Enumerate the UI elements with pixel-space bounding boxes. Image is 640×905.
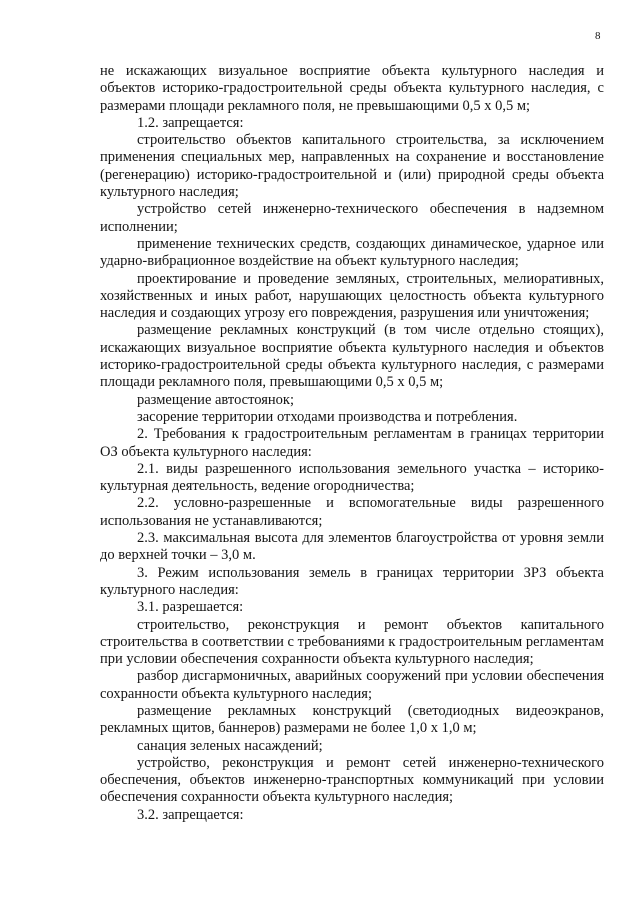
paragraph: устройство сетей инженерно-технического обеспечения в надземном исполнении; — [100, 201, 604, 235]
paragraph: строительство, реконструкция и ремонт объектов капитального строительства в соответствии с требованиями к градостроительным регламентам при условии обеспечения сохранности объекта культурного наследия; — [100, 616, 604, 668]
paragraph: санация зеленых насаждений; — [137, 737, 323, 754]
paragraph: 3. Режим использования земель в границах территории ЗРЗ объекта культурного наследия: — [100, 564, 604, 598]
paragraph: 2. Требования к градостроительным регламентам в границах территории ОЗ объекта культурного наследия: — [100, 426, 604, 460]
paragraph: разбор дисгармоничных, аварийных сооружений при условии обеспечения сохранности объекта культурного наследия; — [100, 668, 604, 702]
paragraph: 2.2. условно-разрешенные и вспомогательные виды разрешенного использования не устанавливаются; — [100, 495, 604, 529]
paragraph: размещение автостоянок; — [137, 391, 294, 408]
paragraph: применение технических средств, создающих динамическое, ударное или ударно-вибрационное воздействие на объект культурного наследия; — [100, 235, 604, 270]
paragraph: строительство объектов капитального строительства, за исключением применения специальных мер, направленных на сохранение и восстановление (регенерацию) историко-градостроительной и (или) природной среды объекта культурного наследия; — [100, 132, 604, 201]
paragraph: засорение территории отходами производства и потребления. — [137, 408, 518, 425]
paragraph: 3.1. разрешается: — [137, 599, 244, 616]
paragraph: 2.1. виды разрешенного использования земельного участка – историко-культурная деятельность, ведение огородничества; — [100, 460, 604, 495]
paragraph: проектирование и проведение земляных, строительных, мелиоративных, хозяйственных и иных работ, нарушающих целостность объекта культурного наследия и создающих угрозу его повреждения, разрушения или уничтожения; — [100, 270, 604, 322]
paragraph: 3.2. запрещается: — [137, 806, 244, 823]
paragraph: размещение рекламных конструкций (в том числе отдельно стоящих), искажающих визуальное восприятие объекта культурного наследия и объектов историко-градостроительной среды объекта культурного наследия, с размерами площади рекламного поля, превышающими 0,5 х 0,5 м; — [100, 322, 604, 391]
document-body — [100, 63, 604, 824]
paragraph: 2.3. максимальная высота для элементов благоустройства от уровня земли до верхней точки – 3,0 м. — [100, 530, 604, 564]
paragraph: размещение рекламных конструкций (светодиодных видеоэкранов, рекламных щитов, баннеров) размерами не более 1,0 х 1,0 м; — [100, 702, 604, 737]
paragraph: не искажающих визуальное восприятие объекта культурного наследия и объектов историко-градостроительной среды объекта культурного наследия, с размерами площади рекламного поля, не превышающими 0,5 х 0,5 м; — [100, 63, 604, 114]
paragraph: 1.2. запрещается: — [137, 114, 244, 131]
paragraph: устройство, реконструкция и ремонт сетей инженерно-технического обеспечения, объектов инженерно-транспортных коммуникаций при условии обеспечения сохранности объекта культурного наследия; — [100, 754, 604, 806]
page-number: 8 — [595, 30, 601, 42]
